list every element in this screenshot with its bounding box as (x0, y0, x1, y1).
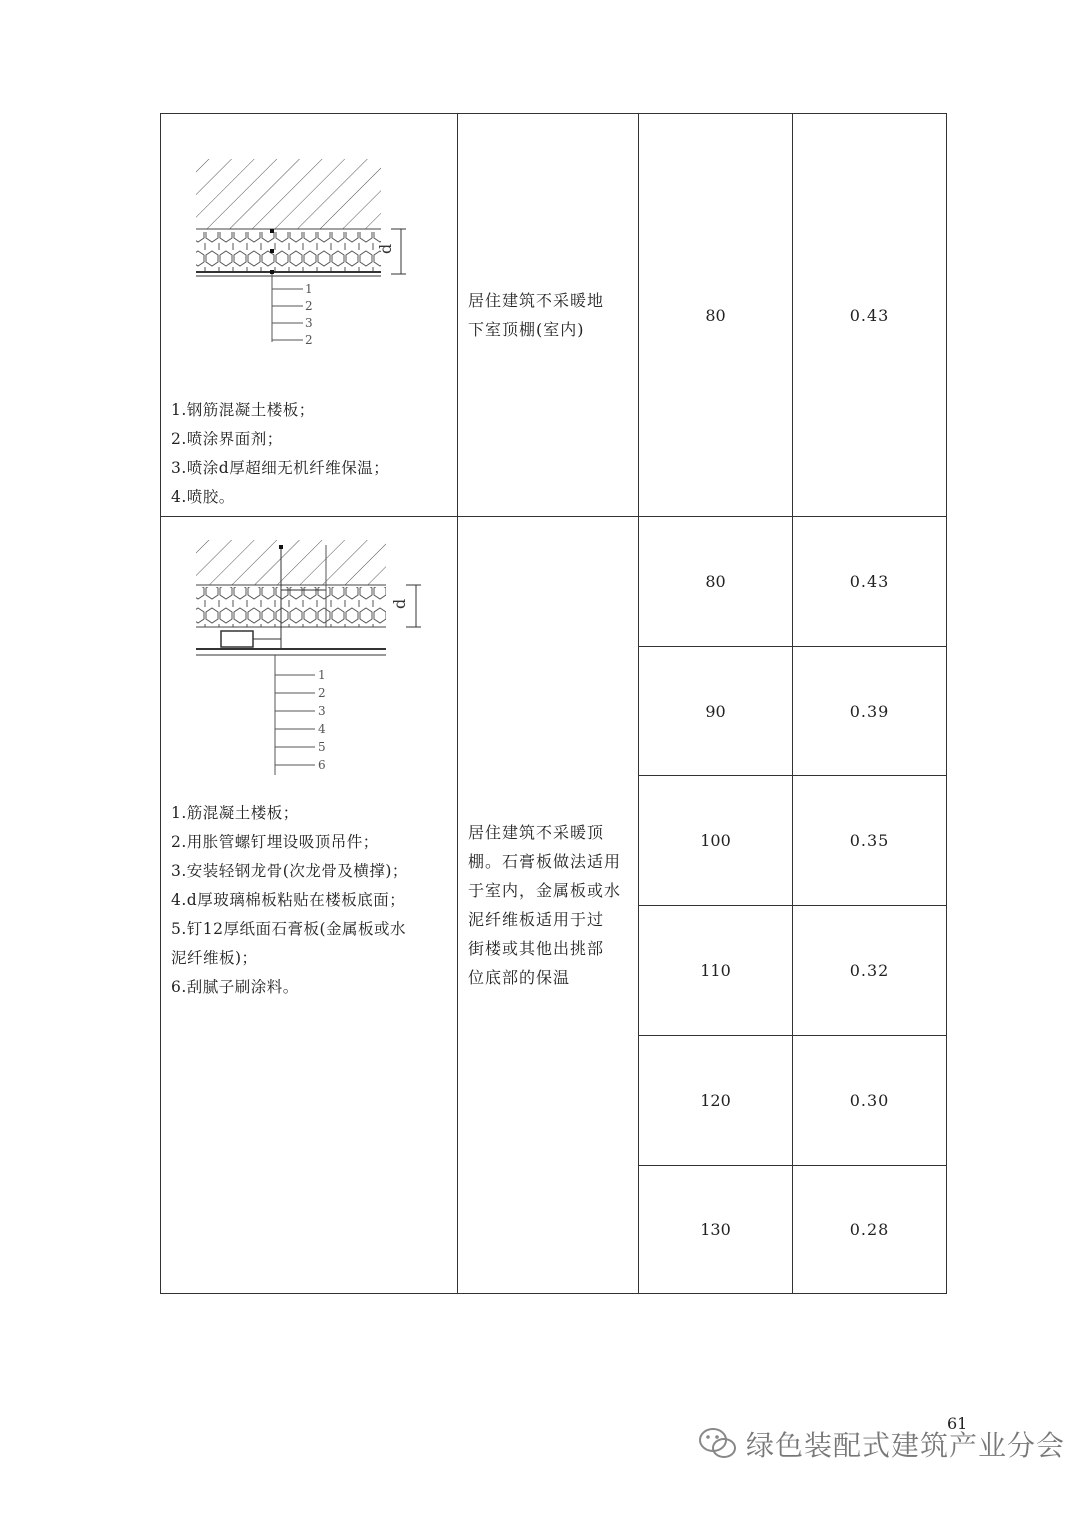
diagram-label: 3 (318, 704, 326, 718)
diagram-label: 4 (318, 722, 326, 736)
thickness-cell: 120 (639, 1035, 793, 1165)
step-text: 3.安装轻钢龙骨(次龙骨及横撑)； (171, 862, 408, 880)
construction-table (160, 113, 947, 1294)
insulation-layer (196, 232, 381, 272)
table-row (161, 517, 947, 647)
diagram-label: 2 (318, 686, 326, 700)
step-text: 3.喷涂d厚超细无机纤维保温； (171, 459, 390, 477)
thickness-cell: 130 (639, 1165, 793, 1293)
thickness-cell: 110 (639, 906, 793, 1035)
diagram-label: 3 (305, 316, 313, 330)
construction-cell-content (161, 114, 457, 516)
construction-steps (171, 799, 408, 1002)
step-text: 2.喷涂界面剂； (171, 430, 283, 448)
insulation-layer (196, 587, 386, 627)
step-text: 4.d厚玻璃棉板粘贴在楼板底面； (171, 891, 406, 909)
watermark-text: 绿色装配式建筑产业分会 (746, 1429, 1066, 1462)
application-cell (458, 517, 639, 1294)
concrete-slab (196, 159, 381, 229)
step-text: 4.喷胶。 (171, 488, 235, 506)
dimension-label: d (390, 598, 409, 609)
diagram-label: 2 (305, 299, 313, 313)
construction-cell (161, 114, 458, 517)
k-value-cell: 0.39 (793, 647, 947, 776)
k-value-cell: 0.35 (793, 776, 947, 906)
ceiling-section-diagram (191, 154, 411, 354)
wechat-icon (698, 1426, 738, 1462)
table-row (161, 114, 947, 517)
thickness-cell: 80 (639, 517, 793, 647)
diagram-label: 5 (318, 740, 326, 754)
construction-cell (161, 517, 458, 1294)
thickness-cell: 90 (639, 647, 793, 776)
application-cell (458, 114, 639, 517)
dimension-label: d (376, 243, 395, 254)
step-text: 泥纤维板)； (171, 949, 258, 967)
application-text: 居住建筑不采暖顶 棚。石膏板做法适用 于室内，金属板或水 泥纤维板适用于过 街楼或其他出挑部 位底部的保温 (468, 823, 622, 987)
k-value-cell: 0.28 (793, 1165, 947, 1293)
k-value-cell: 0.32 (793, 906, 947, 1035)
construction-cell-content (161, 517, 457, 1293)
step-text: 1.筋混凝土楼板； (171, 804, 299, 822)
construction-steps (171, 396, 389, 512)
diagram-label: 1 (305, 282, 313, 296)
thickness-cell: 100 (639, 776, 793, 906)
diagram-label: 2 (305, 333, 313, 347)
ceiling-section-diagram (191, 535, 431, 785)
k-value-cell: 0.43 (793, 114, 947, 517)
concrete-slab (196, 540, 386, 585)
diagram-label: 1 (318, 668, 326, 682)
steel-keel (221, 631, 253, 647)
application-text: 居住建筑不采暖地 下室顶棚(室内) (468, 291, 605, 339)
step-text: 2.用胀管螺钉埋设吸顶吊件； (171, 833, 379, 851)
page-number: 61 (947, 1414, 968, 1433)
watermark (698, 1424, 1065, 1464)
k-value-cell: 0.30 (793, 1035, 947, 1165)
k-value-cell: 0.43 (793, 517, 947, 647)
step-text: 5.钉12厚纸面石膏板(金属板或水 (171, 920, 407, 938)
step-text: 6.刮腻子刷涂料。 (171, 978, 299, 996)
diagram-label: 6 (318, 758, 326, 772)
thickness-cell: 80 (639, 114, 793, 517)
step-text: 1.钢筋混凝土楼板； (171, 401, 315, 419)
